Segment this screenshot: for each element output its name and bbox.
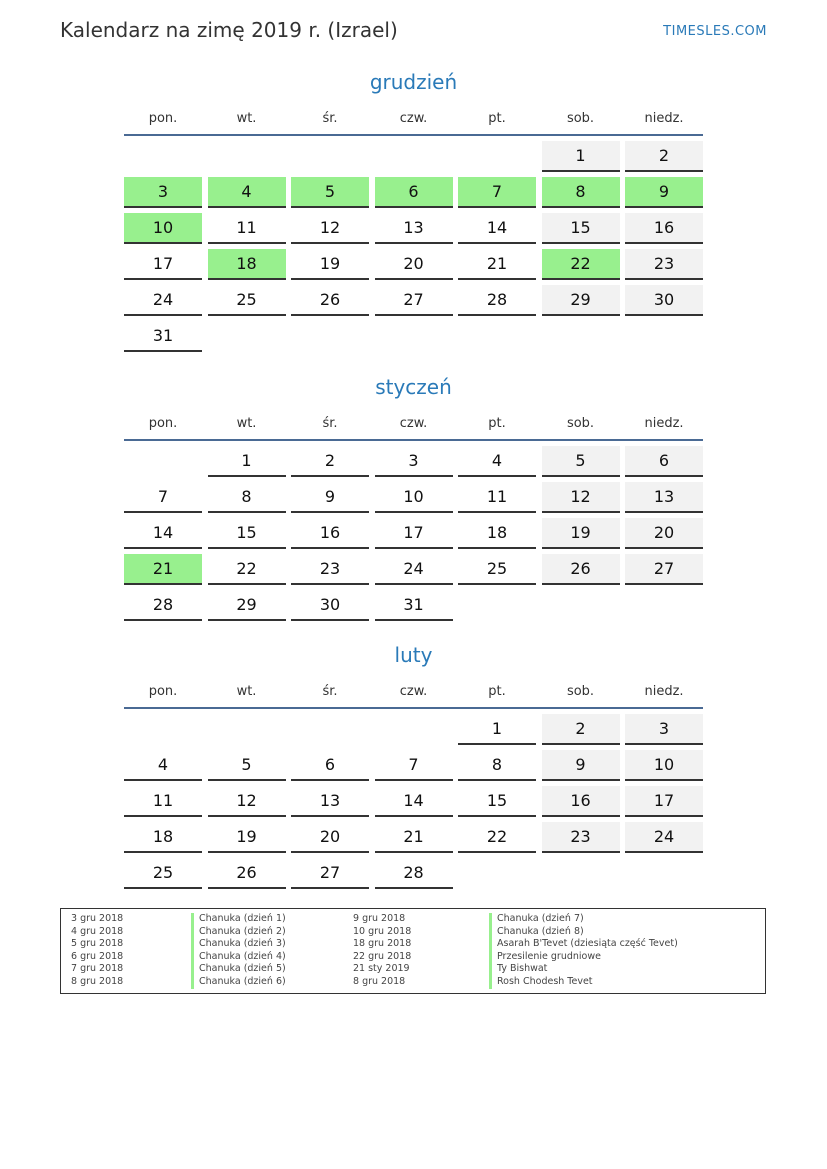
empty-day-cell [208,321,286,352]
day-cell: 18 [458,518,536,549]
day-cell: 21 [375,822,453,853]
weekday-label: niedz. [644,111,684,126]
day-cell: 18 [124,822,202,853]
day-cell: 17 [625,786,703,817]
day-cell: 7 [375,750,453,781]
legend-holiday-name: Rosh Chodesh Tevet [489,976,678,989]
day-cell: 5 [208,750,286,781]
day-cell: 22 [208,554,286,585]
day-cell: 27 [625,554,703,585]
empty-day-cell [542,858,620,889]
day-cell: 29 [208,590,286,621]
day-cell: 8 [208,482,286,513]
empty-day-cell [458,321,536,352]
day-cell: 13 [375,213,453,244]
weekday-label: czw. [399,111,428,126]
holiday-day-cell: 10 [124,213,202,244]
day-cell: 28 [375,858,453,889]
week-row [124,709,703,745]
empty-day-cell [625,858,703,889]
day-cell: 21 [458,249,536,280]
empty-day-cell [291,321,369,352]
empty-day-cell [542,590,620,621]
legend-date: 10 gru 2018 [353,925,412,937]
legend-date: 3 gru 2018 [71,913,124,924]
week-row [124,781,703,817]
day-cell: 25 [208,285,286,316]
week-row [124,817,703,853]
week-row [124,745,703,781]
day-cell: 1 [208,446,286,477]
day-cell: 30 [625,285,703,316]
legend-holiday-name: Chanuka (dzień 5) [191,963,286,976]
weekday-label: niedz. [644,684,684,699]
day-cell: 11 [458,482,536,513]
week-row [124,441,703,477]
weekday-label: niedz. [644,416,684,431]
holiday-day-cell: 18 [208,249,286,280]
legend-holiday-name: Przesilenie grudniowe [489,951,678,964]
day-cell: 27 [375,285,453,316]
empty-day-cell [625,590,703,621]
week-row [124,172,703,208]
empty-day-cell [291,141,369,172]
day-cell: 23 [291,554,369,585]
legend-holiday-name: Chanuka (dzień 8) [489,926,678,939]
weekday-label: wt. [236,111,257,126]
legend-date: 22 gru 2018 [353,950,412,962]
weekday-label: pon. [148,111,178,126]
weekday-label: pt. [488,684,506,699]
day-cell: 29 [542,285,620,316]
day-cell: 6 [625,446,703,477]
day-cell: 25 [124,858,202,889]
empty-day-cell [208,141,286,172]
day-cell: 2 [291,446,369,477]
day-cell: 23 [542,822,620,853]
week-row [124,585,703,621]
day-cell: 24 [375,554,453,585]
weekday-label: pon. [148,684,178,699]
day-cell: 16 [625,213,703,244]
weekday-header [124,108,703,130]
month-calendar [124,373,703,621]
day-cell: 1 [542,141,620,172]
empty-day-cell [458,590,536,621]
empty-day-cell [458,141,536,172]
day-cell: 9 [291,482,369,513]
week-row [124,549,703,585]
weekday-label: sob. [566,111,595,126]
day-cell: 12 [291,213,369,244]
brand-link[interactable]: TIMESLES.COM [663,24,767,39]
holiday-day-cell: 3 [124,177,202,208]
weekday-label: wt. [236,684,257,699]
month-calendar [124,641,703,889]
day-cell: 9 [542,750,620,781]
day-cell: 10 [625,750,703,781]
empty-day-cell [375,321,453,352]
empty-day-cell [458,858,536,889]
day-cell: 3 [625,714,703,745]
holiday-day-cell: 6 [375,177,453,208]
day-cell: 25 [458,554,536,585]
day-cell: 28 [124,590,202,621]
day-cell: 31 [375,590,453,621]
empty-day-cell [124,714,202,745]
week-row [124,136,703,172]
weekday-label: sob. [566,416,595,431]
holiday-day-cell: 7 [458,177,536,208]
day-cell: 27 [291,858,369,889]
empty-day-cell [124,446,202,477]
weekday-header [124,681,703,703]
day-cell: 13 [625,482,703,513]
month-title: luty [394,643,433,667]
weekday-label: pt. [488,111,506,126]
weekday-label: czw. [399,684,428,699]
day-cell: 11 [208,213,286,244]
legend-holiday-name: Chanuka (dzień 6) [191,976,286,989]
day-cell: 20 [291,822,369,853]
day-cell: 4 [458,446,536,477]
day-cell: 2 [542,714,620,745]
day-cell: 22 [458,822,536,853]
week-row [124,280,703,316]
day-cell: 23 [625,249,703,280]
day-cell: 26 [542,554,620,585]
day-cell: 12 [208,786,286,817]
day-cell: 19 [208,822,286,853]
day-cell: 11 [124,786,202,817]
empty-day-cell [124,141,202,172]
week-row [124,477,703,513]
week-row [124,244,703,280]
day-cell: 15 [458,786,536,817]
legend-date: 4 gru 2018 [71,925,124,937]
day-cell: 13 [291,786,369,817]
legend-date: 7 gru 2018 [71,963,124,975]
holiday-day-cell: 21 [124,554,202,585]
day-cell: 16 [542,786,620,817]
day-cell: 3 [375,446,453,477]
legend-date: 5 gru 2018 [71,938,124,950]
day-cell: 2 [625,141,703,172]
month-title: styczeń [375,375,452,399]
weekday-label: wt. [236,416,257,431]
legend-date: 8 gru 2018 [71,975,124,987]
day-cell: 15 [208,518,286,549]
legend-holiday-name: Ty Bishwat [489,963,678,976]
legend-holiday-name: Chanuka (dzień 2) [191,926,286,939]
legend-holiday-name: Chanuka (dzień 1) [191,913,286,926]
day-cell: 14 [458,213,536,244]
empty-day-cell [542,321,620,352]
day-cell: 7 [124,482,202,513]
legend-holiday-name: Chanuka (dzień 7) [489,913,678,926]
day-cell: 20 [625,518,703,549]
week-row [124,316,703,352]
holiday-day-cell: 5 [291,177,369,208]
empty-day-cell [291,714,369,745]
month-title: grudzień [369,70,458,94]
day-cell: 8 [458,750,536,781]
day-cell: 17 [124,249,202,280]
day-cell: 12 [542,482,620,513]
day-cell: 20 [375,249,453,280]
holiday-legend [60,908,766,994]
week-row [124,513,703,549]
week-row [124,208,703,244]
day-cell: 30 [291,590,369,621]
weekday-label: śr. [322,684,338,699]
weekday-label: czw. [399,416,428,431]
holiday-day-cell: 22 [542,249,620,280]
day-cell: 14 [375,786,453,817]
holiday-day-cell: 8 [542,177,620,208]
day-cell: 1 [458,714,536,745]
holiday-day-cell: 9 [625,177,703,208]
day-cell: 19 [291,249,369,280]
day-cell: 26 [291,285,369,316]
weekday-label: sob. [566,684,595,699]
month-calendar [124,68,703,352]
legend-date: 6 gru 2018 [71,950,124,962]
empty-day-cell [625,321,703,352]
legend-date: 18 gru 2018 [353,938,412,950]
weekday-label: śr. [322,111,338,126]
day-cell: 10 [375,482,453,513]
holiday-day-cell: 4 [208,177,286,208]
day-cell: 5 [542,446,620,477]
day-cell: 28 [458,285,536,316]
weekday-label: pt. [488,416,506,431]
empty-day-cell [375,141,453,172]
weekday-label: pon. [148,416,178,431]
weekday-header [124,413,703,435]
day-cell: 15 [542,213,620,244]
week-row [124,853,703,889]
day-cell: 31 [124,321,202,352]
legend-date: 21 sty 2019 [353,963,410,975]
day-cell: 26 [208,858,286,889]
empty-day-cell [375,714,453,745]
day-cell: 4 [124,750,202,781]
legend-date: 8 gru 2018 [353,975,406,987]
day-cell: 16 [291,518,369,549]
day-cell: 24 [124,285,202,316]
day-cell: 6 [291,750,369,781]
day-cell: 14 [124,518,202,549]
day-cell: 24 [625,822,703,853]
legend-holiday-name: Chanuka (dzień 3) [191,938,286,951]
legend-holiday-name: Chanuka (dzień 4) [191,951,286,964]
weekday-label: śr. [322,416,338,431]
empty-day-cell [208,714,286,745]
day-cell: 17 [375,518,453,549]
day-cell: 19 [542,518,620,549]
legend-date: 9 gru 2018 [353,913,406,924]
legend-holiday-name: Asarah B'Tevet (dziesiąta część Tevet) [489,938,678,951]
page-title: Kalendarz na zimę 2019 r. (Izrael) [60,18,398,42]
